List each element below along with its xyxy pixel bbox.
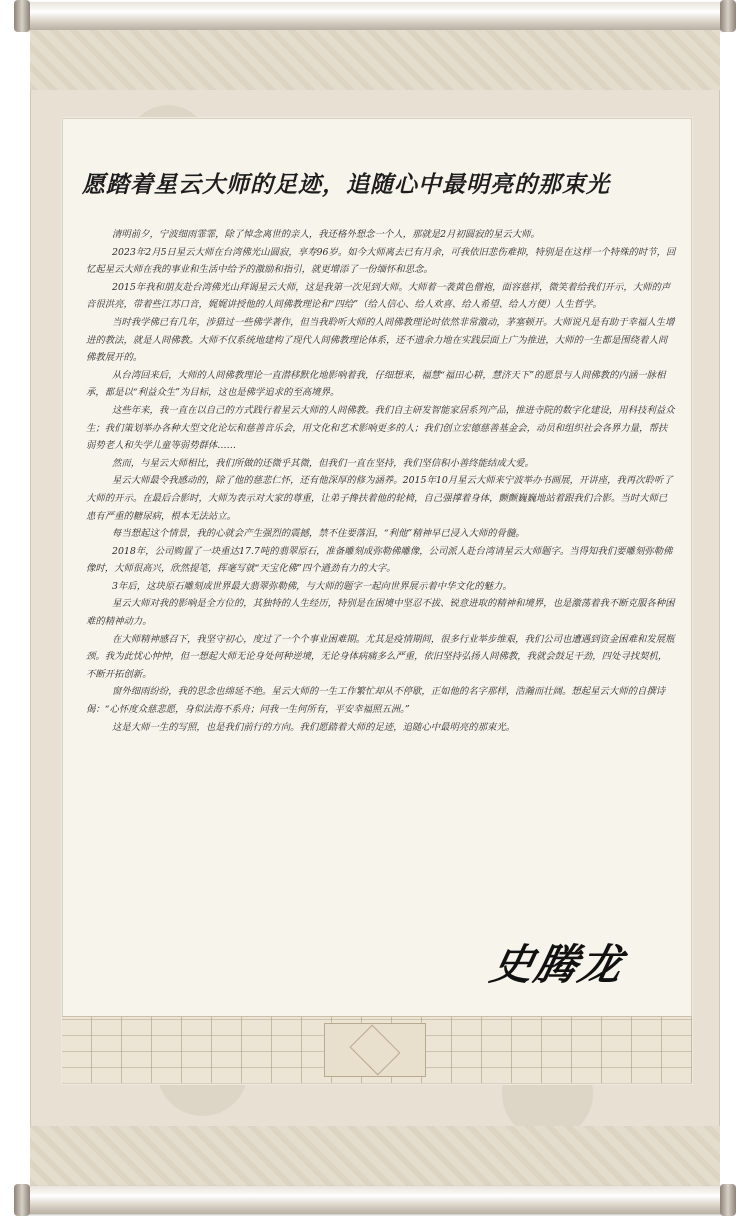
- paragraph: 2023年2月5日星云大师在台湾佛光山圆寂，享寿96岁。如今大师离去已有月余，可我依旧悲伤难抑，特别是在这样一个特殊的时节，回忆起星云大师在我的事业和生活中给予的激励和指引，就更增添了一份缅怀和思念。: [86, 246, 676, 276]
- paragraph: 2015年我和朋友赴台湾佛光山拜谒星云大师，这是我第一次见到大师。大师着一袭黄色僧袍，面容慈祥，微笑着给我们开示，大师的声音很洪亮，带着些江苏口音，娓娓讲授他的人间佛教理论和“四给”（给人信心、给人欢喜、给人希望、给人方便）人生哲学。: [86, 281, 671, 311]
- scroll-band-bottom: [30, 1126, 720, 1186]
- paragraph: 窗外细雨纷纷，我的思念也绵延不绝。星云大师的一生工作繁忙却从不停歇，正如他的名字那样，浩瀚而壮阔。想起星云大师的自撰诗偈：“心怀度众慈悲愿，身似法海不系舟；问我一生何所有，平安幸福照五洲。”: [86, 686, 666, 716]
- rod-end-left: [14, 1184, 30, 1216]
- rod-end-right: [720, 0, 736, 32]
- paragraph: 当时我学佛已有几年，涉猎过一些佛学著作，但当我聆听大师的人间佛教理论时依然非常激动，茅塞顿开。大师说凡是有助于幸福人生增进的教法，就是人间佛教。大师不仅系统地建构了现代人间佛教理论体系，还不遗余力地在实践层面上广为推进，大师的一生都是围绕着人间佛教展开的。: [86, 316, 675, 364]
- scroll-band-top: [30, 30, 720, 90]
- paragraph: 清明前夕，宁波细雨霏霏，除了悼念离世的亲人，我还格外想念一个人，那就是2月初圆寂的星云大师。: [112, 229, 540, 240]
- paragraph: 这是大师一生的写照，也是我们前行的方向。我们愿踏着大师的足迹，追随心中最明亮的那束光。: [112, 721, 516, 733]
- signature: 史腾龙: [486, 940, 629, 989]
- paragraph: 然而，与星云大师相比，我们所做的还微乎其微，但我们一直在坚持，我们坚信积小善终能结成大爱。: [112, 457, 534, 469]
- rod-end-left: [14, 0, 30, 32]
- lattice-medallion: [324, 1023, 426, 1077]
- rod-end-right: [720, 1184, 736, 1216]
- scroll-bottom-rod: [22, 1186, 728, 1214]
- paragraph: 每当想起这个情景，我的心就会产生强烈的震撼，禁不住要落泪，“利他”精神早已浸入大师的骨髓。: [112, 528, 525, 540]
- letter-body: [86, 226, 676, 736]
- letter-title: 愿踏着星云大师的足迹，追随心中最明亮的那束光: [82, 171, 610, 198]
- paragraph: 这些年来，我一直在以自己的方式践行着星云大师的人间佛教。我们自主研发智能家居系列产品，推进寺院的数字化建设，用科技利益众生；我们策划举办各种大型文化论坛和慈善音乐会，用文化和艺术影响更多的人；我们创立宏德慈善基金会，动员和组织社会各界力量，帮扶弱势老人和失学儿童等弱势群体……: [86, 404, 675, 452]
- paragraph: 2018年，公司购置了一块重达17.7吨的翡翠原石，准备雕刻成弥勒佛雕像，公司派人赴台湾请星云大师题字。当得知我们要雕刻弥勒佛像时，大师很高兴，欣然提笔，挥毫写就“天宝化佛”四个遒劲有力的大字。: [86, 545, 673, 575]
- lattice-border: [62, 1016, 692, 1083]
- paragraph: 从台湾回来后，大师的人间佛教理论一直潜移默化地影响着我，仔细想来，福慧“福田心耕，慧济天下”的愿景与人间佛教的内涵一脉相承，都是以“利益众生”为目标，这也是佛学追求的至高境界。: [86, 369, 666, 399]
- paragraph: 在大师精神感召下，我坚守初心，度过了一个个事业困难期。尤其是疫情期间，很多行业举步维艰，我们公司也遭遇到资金困难和发展瓶颈。我为此忧心忡忡，但一想起大师无论身处何种逆境，无论身体病痛多么严重，依旧坚持弘扬人间佛教，我就会鼓足干劲，四处寻找契机，不断开拓创新。: [86, 633, 675, 680]
- paragraph: 星云大师对我的影响是全方位的，其独特的人生经历，特别是在困境中坚忍不拔、锐意进取的精神和境界，也是激荡着我不断克服各种困难的精神动力。: [86, 598, 675, 628]
- scroll-top-rod: [22, 2, 728, 30]
- paragraph: 3年后，这块原石雕刻成世界最大翡翠弥勒佛，与大师的题字一起向世界展示着中华文化的魅力。: [112, 580, 512, 592]
- paragraph: 星云大师最令我感动的，除了他的慈悲仁怀，还有他深厚的修为涵养。2015年10月星云大师来宁波举办书画展，开讲座，我再次聆听了大师的开示。在最后合影时，大师为表示对大家的尊重，让弟子搀扶着他的轮椅，自己强撑着身体，颤颤巍巍地站着跟我们合影。当时大师已患有严重的糖尿病，根本无法站立。: [86, 475, 673, 522]
